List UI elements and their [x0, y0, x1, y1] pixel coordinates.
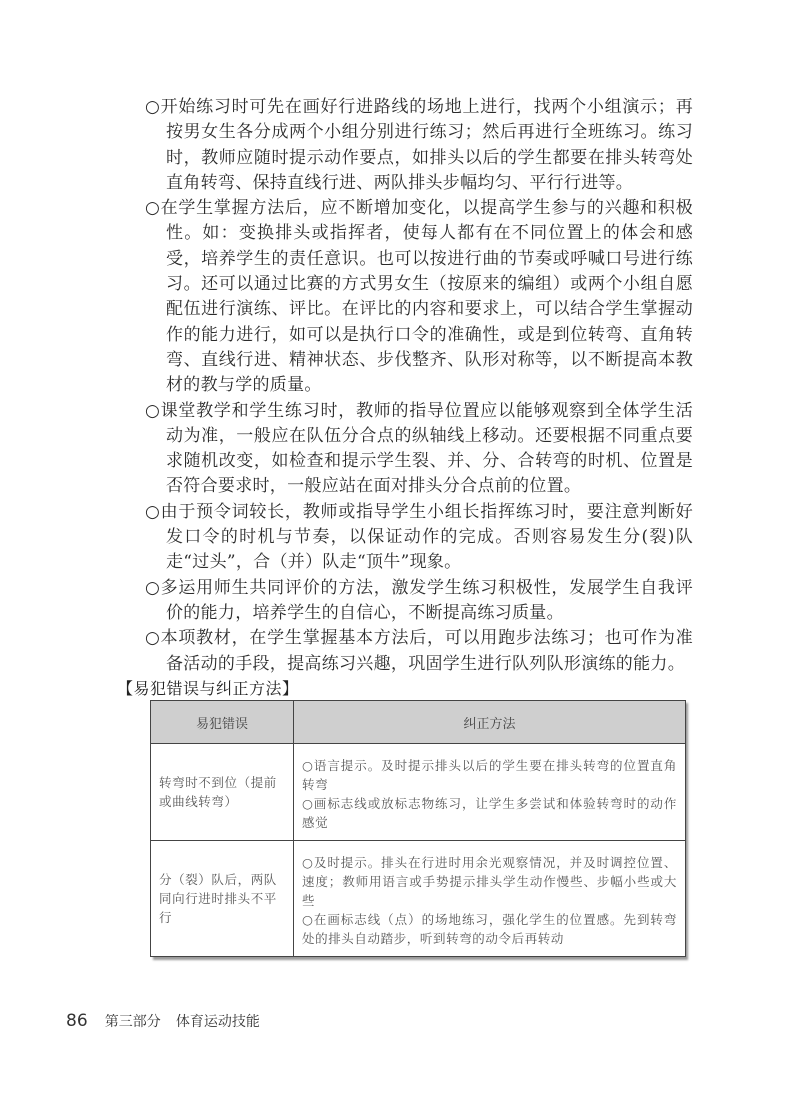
body-text: [145, 95, 693, 677]
correction-item: ○语言提示。及时提示排头以后的学生要在排头转弯的位置直角转弯: [302, 758, 677, 792]
table-row: [151, 744, 686, 841]
footer-title: 体育运动技能: [175, 1014, 260, 1030]
footer-part: 第三部分: [104, 1014, 161, 1030]
correction-item: ○在画标志线（点）的场地练习，强化学生的位置感。先到转弯处的排头自动踏步，听到转弯的动令后再转动: [302, 912, 677, 946]
table-header-row: [151, 701, 686, 744]
error-cell: 分（裂）队后，两队同向行进时排头不平行: [151, 841, 294, 957]
correction-item: ○及时提示。排头在行进时用余光观察情况，并及时调控位置、速度；教师用语言或手势提示排头学生动作慢些、步幅小些或大些: [302, 855, 677, 908]
errors-table: [150, 700, 685, 957]
paragraph: ○开始练习时可先在画好行进路线的场地上进行，找两个小组演示；再按男女生各分成两个小组分别进行练习；然后再进行全班练习。练习时，教师应随时提示动作要点，如排头以后的学生都要在排头转弯处直角转弯、保持直线行进、两队排头步幅均匀、平行行进等。: [145, 97, 693, 193]
paragraph: ○多运用师生共同评价的方法，激发学生练习积极性，发展学生自我评价的能力，培养学生的自信心，不断提高练习质量。: [145, 577, 693, 623]
paragraph: ○课堂教学和学生练习时，教师的指导位置应以能够观察到全体学生活动为准，一般应在队伍分合点的纵轴线上移动。还要根据不同重点要求随机改变，如检查和提示学生裂、并、分、合转弯的时机、位置是否符合要求时，一般应站在面对排头分合点前的位置。: [145, 400, 693, 497]
page-footer: [66, 1011, 260, 1031]
correction-cell: [294, 841, 686, 957]
paragraph: ○由于预令词较长，教师或指导学生小组长指挥练习时，要注意判断好发口令的时机与节奏，以保证动作的完成。否则容易发生分(裂)队走“过头”，合（并）队走“顶牛”现象。: [145, 501, 693, 573]
page-number: 86: [66, 1011, 88, 1031]
paragraph: ○在学生掌握方法后，应不断增加变化，以提高学生参与的兴趣和积极性。如：变换排头或指挥者，使每人都有在不同位置上的体会和感受，培养学生的责任意识。也可以按进行曲的节奏或呼喊口号进行练习。还可以通过比赛的方式男女生（按原来的编组）或两个小组自愿配伍进行演练、评比。在评比的内容和要求上，可以结合学生掌握动作的能力进行，如可以是执行口令的准确性，或是到位转弯、直角转弯、直线行进、精神状态、步伐整齐、队形对称等，以不断提高本教材的教与学的质量。: [145, 198, 693, 396]
paragraph: ○本项教材，在学生掌握基本方法后，可以用跑步法练习；也可作为准备活动的手段，提高练习兴趣，巩固学生进行队列队形演练的能力。: [145, 628, 693, 674]
errors-table-grid: [150, 700, 686, 957]
correction-cell: [294, 744, 686, 841]
error-cell: 转弯时不到位（提前或曲线转弯）: [151, 744, 294, 841]
column-header-error: 易犯错误: [151, 701, 294, 744]
table-row: [151, 841, 686, 957]
section-heading: 【易犯错误与纠正方法】: [117, 679, 299, 698]
column-header-correction: 纠正方法: [294, 701, 686, 744]
correction-item: ○画标志线或放标志物练习，让学生多尝试和体验转弯时的动作感觉: [302, 796, 677, 830]
